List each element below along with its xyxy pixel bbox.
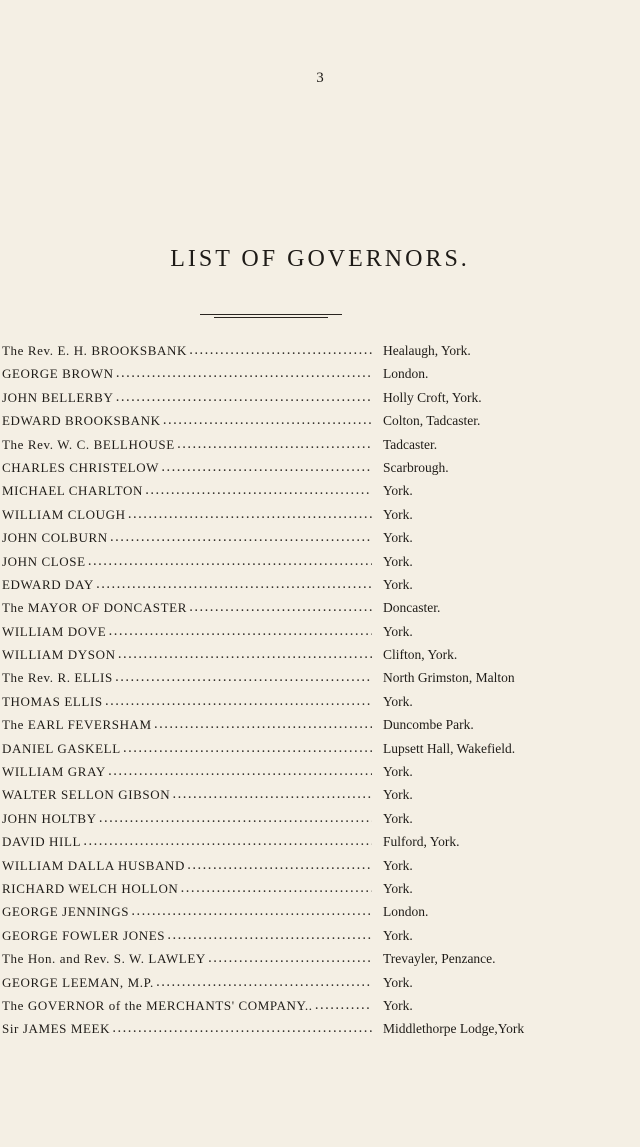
governor-row (0, 596, 640, 619)
governor-name-cell (2, 924, 372, 947)
governor-name-cell (2, 386, 372, 409)
governors-list (0, 339, 640, 1041)
governor-row (0, 479, 640, 502)
governor-name-cell (2, 900, 372, 923)
governor-name-cell (2, 503, 372, 526)
dot-leader (313, 994, 372, 1017)
governor-place: Scarbrough. (383, 459, 449, 475)
governor-place: York. (383, 974, 413, 990)
governor-name-cell (2, 666, 372, 689)
governor-name: JOHN CLOSE (2, 553, 86, 569)
governor-row (0, 760, 640, 783)
governor-name-cell (2, 713, 372, 736)
governor-name-cell (2, 573, 372, 596)
dot-leader (187, 596, 372, 619)
governor-name: GEORGE JENNINGS (2, 904, 130, 920)
dot-leader (113, 666, 372, 689)
governor-place: York. (383, 810, 413, 826)
dot-leader (187, 339, 372, 362)
governor-row (0, 409, 640, 432)
governor-row (0, 737, 640, 760)
dot-leader (154, 971, 372, 994)
governor-name: WILLIAM DYSON (2, 647, 116, 663)
governor-name: WILLIAM CLOUGH (2, 506, 126, 522)
governor-name-cell (2, 877, 372, 900)
governor-place: York. (383, 623, 413, 639)
governor-name: The Rev. R. ELLIS (2, 670, 113, 686)
governor-name-cell (2, 643, 372, 666)
governor-row (0, 807, 640, 830)
dot-leader (97, 807, 372, 830)
governor-place: Lupsett Hall, Wakefield. (383, 740, 516, 756)
governor-place: Middlethorpe Lodge,York (383, 1021, 525, 1037)
governor-row (0, 947, 640, 970)
governor-place: Healaugh, York. (383, 343, 471, 358)
governor-place: York. (383, 693, 413, 709)
governor-row (0, 830, 640, 853)
governor-name: The Rev. W. C. BELLHOUSE (2, 436, 175, 452)
dot-leader (106, 760, 372, 783)
governor-place: York. (383, 787, 413, 803)
dot-leader (113, 386, 372, 409)
governor-name-cell (2, 783, 372, 806)
governor-name-cell (2, 971, 372, 994)
governor-place: York. (383, 764, 413, 780)
governor-place: York. (383, 857, 413, 873)
governor-row (0, 971, 640, 994)
dot-leader (178, 877, 372, 900)
governor-name: WILLIAM DOVE (2, 623, 107, 639)
governor-name-cell (2, 596, 372, 619)
governor-name: RICHARD WELCH HOLLON (2, 880, 179, 896)
governor-place: North Grimston, Malton (383, 670, 515, 686)
governor-name-cell (2, 807, 372, 830)
governor-name: GEORGE FOWLER JONES (2, 927, 166, 943)
governor-row (0, 690, 640, 713)
governor-name: THOMAS ELLIS (2, 693, 103, 709)
governor-row (0, 713, 640, 736)
governor-name: MICHAEL CHARLTON (2, 483, 143, 499)
governor-row (0, 620, 640, 643)
governor-place: York. (383, 483, 413, 499)
governor-name-cell (2, 994, 372, 1017)
dot-leader (165, 924, 372, 947)
governor-place: Tadcaster. (383, 436, 438, 452)
governor-name-cell (2, 854, 372, 877)
governor-row (0, 526, 640, 549)
governor-name: GEORGE BROWN (2, 366, 114, 382)
governor-name-cell (2, 947, 372, 970)
governor-name: JOHN COLBURN (2, 530, 108, 546)
governor-name: CHARLES CHRISTELOW (2, 459, 160, 475)
governor-place: York. (383, 997, 413, 1013)
dot-leader (106, 620, 372, 643)
governor-place: York. (383, 530, 413, 546)
governor-name: The GOVERNOR of the MERCHANTS' COMPANY.. (2, 997, 313, 1013)
page-title: LIST OF GOVERNORS. (170, 246, 470, 272)
governor-row (0, 433, 640, 456)
governor-place: Trevayler, Penzance. (383, 951, 496, 967)
dot-leader (175, 433, 372, 456)
dot-leader (152, 713, 372, 736)
governor-row (0, 643, 640, 666)
governor-name: WILLIAM GRAY (2, 764, 106, 780)
dot-leader (143, 479, 372, 502)
governor-name: GEORGE LEEMAN, M.P. (2, 974, 154, 990)
governor-place: Colton, Tadcaster. (383, 413, 481, 429)
governor-place: Doncaster. (383, 600, 441, 616)
dot-leader (121, 737, 372, 760)
governor-name-cell (2, 620, 372, 643)
governor-row (0, 339, 640, 362)
governor-name-cell (2, 409, 372, 432)
governor-place: Duncombe Park. (383, 717, 474, 733)
governor-name: EDWARD BROOKSBANK (2, 413, 161, 429)
governor-place: Clifton, York. (383, 647, 458, 663)
governor-name: WILLIAM DALLA HUSBAND (2, 857, 186, 873)
governor-name-cell (2, 690, 372, 713)
dot-leader (108, 526, 372, 549)
dot-leader (185, 854, 372, 877)
governor-name: Sir JAMES MEEK (2, 1021, 111, 1037)
governor-row (0, 994, 640, 1017)
dot-leader (206, 947, 372, 970)
governor-place: York. (383, 880, 413, 896)
governor-row (0, 666, 640, 689)
governor-row (0, 783, 640, 806)
governor-name: JOHN HOLTBY (2, 810, 97, 826)
governor-name: DANIEL GASKELL (2, 740, 121, 756)
governor-row (0, 503, 640, 526)
governor-row (0, 854, 640, 877)
governor-name: DAVID HILL (2, 834, 82, 850)
dot-leader (161, 409, 372, 432)
dot-leader (86, 550, 372, 573)
governor-place: York. (383, 927, 413, 943)
dot-leader (94, 573, 372, 596)
governor-name-cell (2, 1017, 372, 1040)
governor-place: London. (383, 366, 429, 382)
governor-row (0, 362, 640, 385)
governor-name-cell (2, 479, 372, 502)
governor-name-cell (2, 830, 372, 853)
governor-name: JOHN BELLERBY (2, 389, 114, 405)
governor-place: York. (383, 506, 413, 522)
governor-name-cell (2, 760, 372, 783)
governor-name: The Hon. and Rev. S. W. LAWLEY (2, 951, 206, 967)
governor-row (0, 456, 640, 479)
dot-leader (129, 900, 372, 923)
governor-place: York. (383, 553, 413, 569)
dot-leader (114, 362, 372, 385)
governor-place: Holly Croft, York. (383, 389, 482, 405)
governor-row (0, 573, 640, 596)
governor-name: EDWARD DAY (2, 576, 94, 592)
governor-row (0, 1017, 640, 1040)
governor-place: Fulford, York. (383, 834, 460, 850)
governor-row (0, 386, 640, 409)
governor-name-cell (2, 550, 372, 573)
governor-name-cell (2, 362, 372, 385)
dot-leader (81, 830, 372, 853)
governor-name: The Rev. E. H. BROOKSBANK (2, 343, 187, 358)
governor-name-cell (2, 526, 372, 549)
governor-place: York. (383, 576, 413, 592)
dot-leader (159, 456, 372, 479)
governor-place: London. (383, 904, 429, 920)
dot-leader (126, 503, 372, 526)
governor-row (0, 924, 640, 947)
governor-name-cell (2, 433, 372, 456)
dot-leader (170, 783, 372, 806)
governor-name: The MAYOR OF DONCASTER (2, 600, 187, 616)
title-rule (200, 314, 342, 319)
governor-row (0, 877, 640, 900)
governor-name: WALTER SELLON GIBSON (2, 787, 171, 803)
governor-name-cell (2, 339, 372, 362)
page-number: 3 (316, 70, 324, 86)
governor-row (0, 900, 640, 923)
governor-name-cell (2, 456, 372, 479)
dot-leader (116, 643, 372, 666)
governor-name: The EARL FEVERSHAM (2, 717, 152, 733)
dot-leader (103, 690, 372, 713)
governor-row (0, 550, 640, 573)
dot-leader (110, 1017, 372, 1040)
governor-name-cell (2, 737, 372, 760)
